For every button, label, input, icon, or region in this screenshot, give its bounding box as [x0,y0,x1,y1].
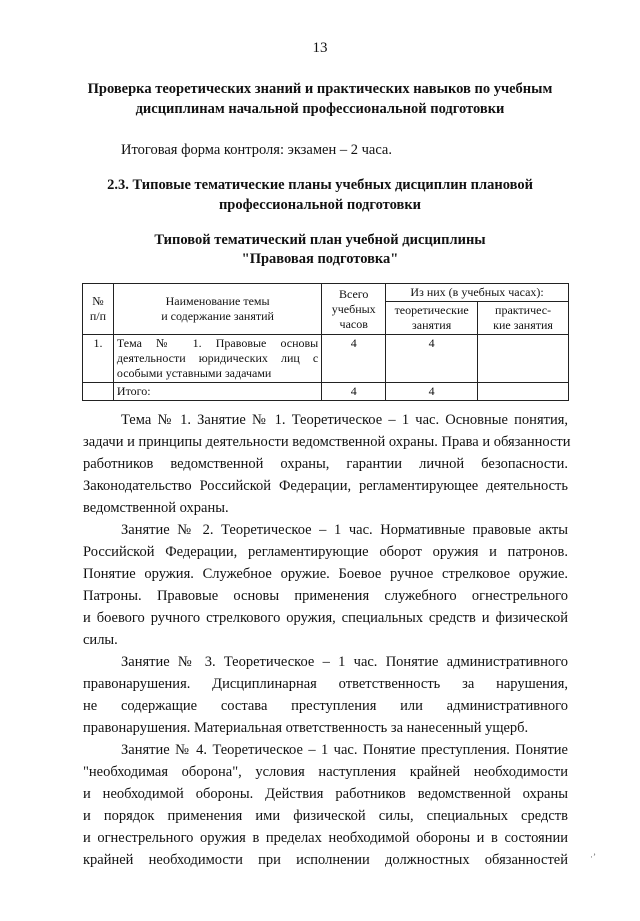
header-practice-line-2: кие занятия [493,318,553,332]
p4-line-4: и порядок применения ими физической силы, специальных средств [83,808,568,824]
p1-line-1: Тема № 1. Занятие № 1. Теоретическое – 1 час. Основные понятия, [121,412,568,428]
p1-line-2: задачи и принципы деятельности ведомственной охраны. Права и обязанности [83,434,571,450]
header-practice [478,302,569,335]
final-control-text: Итоговая форма контроля: экзамен – 2 часа. [121,142,392,158]
thematic-plan-table [82,283,569,401]
total-row-total: 4 [322,383,386,401]
p4-line-3: и необходимой обороны. Действия работников ведомственной охраны [83,786,568,802]
p1-line-3: работников ведомственной охраны, гарантии личной безопасности. [83,456,568,472]
subsection-heading-line-2: профессиональной подготовки [218,197,422,213]
p2-line-1: Занятие № 2. Теоретическое – 1 час. Нормативные правовые акты [121,522,568,538]
total-row-practice [478,383,569,401]
header-num-line-1: № [92,294,104,308]
p2-line-3: Понятие оружия. Служебное оружие. Боевое ручное стрелковое оружие. [83,566,568,582]
header-theory-line-1: теоретические [394,303,469,317]
row-1-total: 4 [322,335,386,383]
p2-line-2: Российской Федерации, регламентирующие оборот оружия и патронов. [83,544,568,560]
p4-line-5: и огнестрельного оружия в пределах необходимой обороны и в состоянии [83,830,568,846]
p4-line-1: Занятие № 4. Теоретическое – 1 час. Понятие преступления. Понятие [121,742,568,758]
table-total-row [83,383,569,401]
total-row-num [83,383,114,401]
table-header-row [83,284,569,302]
p1-line-4: Законодательство Российской Федерации, регламентирующее деятельность [83,478,568,494]
p3-line-2: правонарушения. Дисциплинарная ответственность за нарушения, [83,676,568,692]
header-theory-line-2: занятия [412,318,452,332]
p1-line-5: ведомственной охраны. [83,500,229,516]
header-of-them: Из них (в учебных часах): [386,284,569,302]
header-total-line-3: часов [339,316,368,331]
header-total-hours [322,284,386,335]
header-num [83,284,114,335]
row-1-num: 1. [83,335,114,383]
p3-line-4: правонарушения. Материальная ответственность за нанесенный ущерб. [83,720,529,736]
section-heading-line-1: Проверка теоретических знаний и практических навыков по учебным [87,81,553,97]
page-number: 13 [312,40,328,56]
header-name-line-1: Наименование темы [165,294,270,308]
header-total-line-1: Всего [338,286,369,301]
scan-mark: ·’ [590,852,596,862]
p2-line-5: и боевого ручного стрелкового оружия, специальных средств и физической [83,610,568,626]
p4-line-2: "необходимая оборона", условия наступления крайней необходимости [83,764,568,780]
row-1-theory: 4 [386,335,478,383]
plan-title-line-1: Типовой тематический план учебной дисциплины [154,232,486,248]
total-row-theory: 4 [386,383,478,401]
subsection-heading-line-1: 2.3. Типовые тематические планы учебных дисциплин плановой [107,177,533,193]
p3-line-3: не содержащие состава преступления или административного [83,698,568,714]
total-row-label: Итого: [113,383,321,401]
header-num-line-2: п/п [89,309,107,323]
table-row [83,335,569,383]
p4-line-6: крайней необходимости при исполнении должностных обязанностей [83,852,568,868]
p2-line-4: Патроны. Правовые основы применения служебного огнестрельного [83,588,568,604]
p2-line-6: силы. [83,632,118,648]
row-1-name: Тема № 1. Правовые основы деятельности юридических лиц с особыми уставными задачами [113,335,321,383]
header-name-line-2: и содержание занятий [161,309,274,323]
plan-title-line-2: "Правовая подготовка" [241,251,399,267]
row-1-practice [478,335,569,383]
header-total-line-2: учебных [331,301,376,316]
header-theory [386,302,478,335]
section-heading-line-2: дисциплинам начальной профессиональной подготовки [135,101,505,117]
header-name [113,284,321,335]
p3-line-1: Занятие № 3. Теоретическое – 1 час. Понятие административного [121,654,568,670]
header-practice-line-1: практичес- [495,303,552,317]
